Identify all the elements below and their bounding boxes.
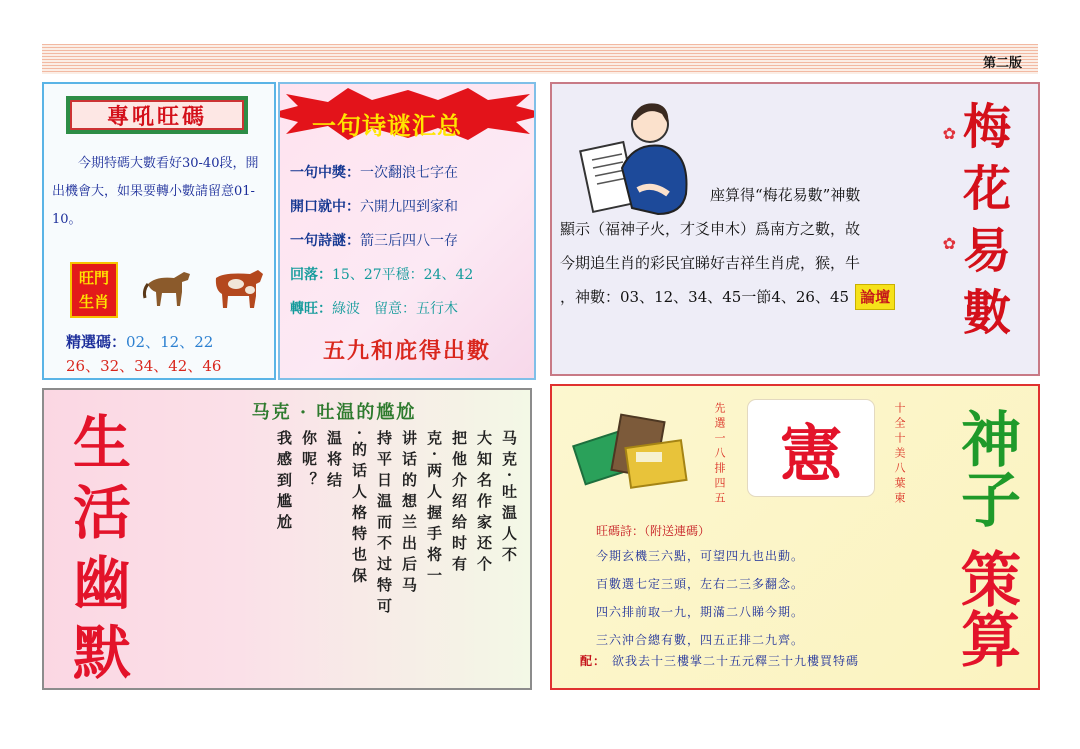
vertical-title-b: 策算 (951, 548, 1021, 668)
humor-column: 你呢？ (300, 430, 318, 493)
panel1-text: 今期特碼大數看好30-40段，開出機會大，如果要轉小數請留意01-10。 (52, 156, 259, 227)
plum-line: ，神數：03、12、34、45一節4、26、45 論壇 (560, 280, 960, 314)
poem-footer: 配： 欲我去十三樓掌二十五元釋三十九樓買特碼 (580, 654, 860, 668)
edition-label: 第二版 (982, 56, 1022, 71)
humor-column: ·的话人格特也保 (350, 430, 368, 589)
selected-numbers (66, 330, 276, 378)
humor-column: 大知名作家还个 (475, 430, 493, 577)
flower-icon: ✿ (942, 124, 956, 143)
numbers-line2: 26、32、34、42、46 (66, 357, 222, 375)
plum-line: 座算得“梅花易數”神數 (710, 186, 861, 204)
plum-vertical-title: 梅花易數 (962, 99, 1011, 341)
note-left: 先選一八排四五 (713, 402, 726, 507)
numbers-line1: 02、12、22 (126, 333, 214, 351)
divine-vertical-title (944, 398, 1028, 678)
plum-text (560, 178, 960, 314)
riddle-lines (290, 156, 534, 326)
panel-riddle-summary (278, 82, 536, 380)
humor-column: 我感到尴尬 (275, 430, 293, 535)
poem-head: 旺碼詩：（附送連碼） (596, 524, 711, 538)
plum-line: 顯示（福神子火，才爻申木）爲南方之數，故 (560, 220, 861, 238)
stamp-line1: 旺門 (78, 269, 109, 287)
flower-icon: ✿ (942, 234, 956, 253)
riddle-line: 回落：15、27平穩：24、42 (290, 267, 474, 283)
panel2-title: 一句诗谜汇总 (312, 111, 462, 140)
numbers-label: 精選碼： (66, 333, 127, 351)
poem-line: 四六排前取一九，期滿二八睇今期。 (596, 605, 805, 619)
poem (596, 520, 936, 654)
plum-line: 今期追生肖的彩民宜睇好吉祥生肖虎，猴，牛 (560, 254, 861, 272)
horse-icon (140, 262, 198, 312)
humor-column: 克·两人握手将一 (425, 430, 443, 589)
riddle-line: 一句詩謎：箭三后四八一存 (290, 233, 458, 249)
panel-hot-numbers (42, 82, 276, 380)
riddle-line: 轉旺：綠波 留意：五行木 (290, 301, 458, 317)
header-stripe (42, 44, 1038, 74)
poem-line: 今期玄機三六點，可望四九也出動。 (596, 549, 805, 563)
poem-line: 百數選七定三頭，左右二三多翻念。 (596, 577, 805, 591)
humor-column: 温将结 (325, 430, 343, 493)
panel1-title-badge (66, 96, 248, 134)
panel-humor (42, 388, 532, 690)
humor-title: 马克 · 吐温的尴尬 (251, 402, 417, 423)
panel1-title: 專吼旺碼 (70, 100, 244, 130)
humor-columns (272, 430, 520, 686)
stamp-line2: 生肖 (78, 293, 109, 311)
cow-icon (210, 262, 266, 312)
poem-line: 三六沖合總有數，四五正排二九齊。 (596, 633, 805, 647)
humor-column: 马克·吐温人不 (500, 430, 518, 568)
vertical-title-a: 神子 (951, 408, 1021, 528)
panel2-bottom: 五九和庇得出數 (322, 338, 491, 364)
riddle-line: 開口就中：六開九四到家和 (290, 199, 458, 215)
humor-vertical-title: 生活幽默 (72, 409, 131, 687)
panel-divine-calc (550, 384, 1040, 690)
humor-column: 把他介绍给时有 (450, 430, 468, 577)
panel-plum-blossom (550, 82, 1040, 376)
books-icon (572, 408, 692, 500)
humor-column: 持平日温而不过特可 (375, 430, 393, 619)
forum-badge: 論壇 (855, 284, 895, 310)
zodiac-stamp (70, 262, 118, 318)
humor-column: 讲话的想兰出后马 (400, 430, 418, 598)
riddle-line: 一句中獎：一次翻浪七字在 (290, 165, 458, 181)
note-right: 十全十美八葉柬 (893, 402, 906, 507)
big-character: 憲 (748, 400, 874, 496)
